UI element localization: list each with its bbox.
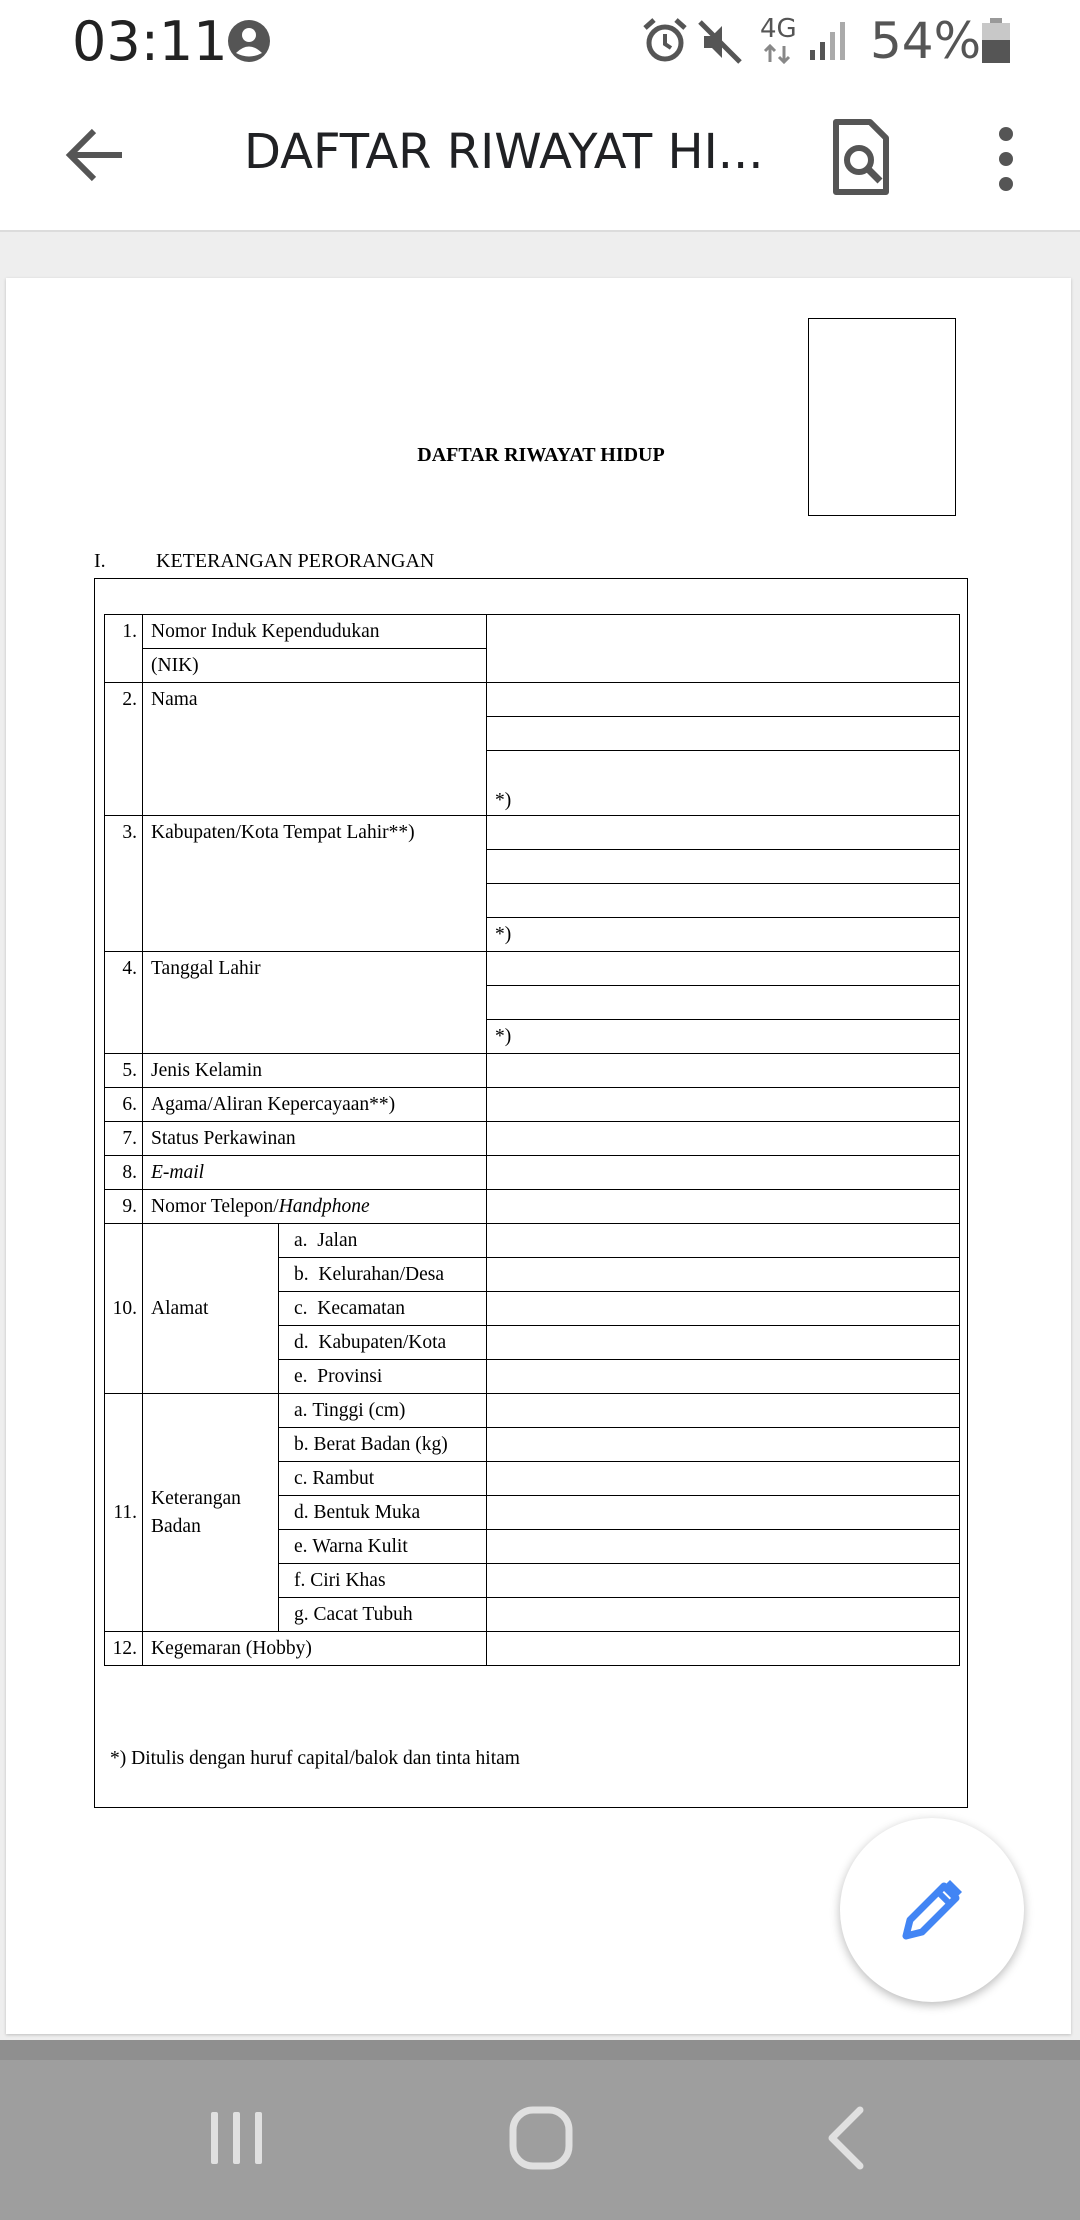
recent-apps-icon <box>202 2100 272 2176</box>
sub-label <box>279 1360 487 1394</box>
answer-cell <box>487 816 960 850</box>
row-number: 4. <box>105 952 143 1054</box>
table-row <box>105 952 960 986</box>
row-number: 12. <box>105 1632 143 1666</box>
row-label: Kabupaten/Kota Tempat Lahir**) <box>143 816 487 952</box>
row-label <box>143 1394 279 1632</box>
answer-cell <box>487 1088 960 1122</box>
row-number: 11. <box>105 1394 143 1632</box>
table-row <box>105 1632 960 1666</box>
back-button[interactable] <box>60 120 130 190</box>
sub-letter: b. <box>294 1434 309 1455</box>
network-type: 4G <box>760 14 797 44</box>
mute-icon <box>696 18 744 66</box>
sub-text: Jalan <box>317 1230 358 1251</box>
table-row <box>105 1394 960 1428</box>
answer-cell <box>487 952 960 986</box>
answer-cell <box>487 1258 960 1292</box>
sub-text: Bentuk Muka <box>313 1502 421 1523</box>
answer-cell <box>487 1428 960 1462</box>
more-vert-icon <box>984 124 1028 194</box>
answer-cell <box>487 1632 960 1666</box>
account-circle-icon <box>226 18 272 64</box>
personal-data-table <box>104 614 960 1666</box>
edit-button[interactable] <box>840 1818 1024 2002</box>
answer-cell <box>487 717 960 751</box>
table-row <box>105 683 960 717</box>
row-label: Kegemaran (Hobby) <box>143 1632 487 1666</box>
sub-letter: d. <box>294 1332 309 1353</box>
sub-text: Kelurahan/Desa <box>318 1264 444 1285</box>
status-time: 03:11 <box>72 10 228 73</box>
sub-letter: f. <box>294 1570 306 1591</box>
app-bar <box>0 84 1080 232</box>
answer-cell: *) <box>487 751 960 816</box>
sub-text: Kabupaten/Kota <box>318 1332 447 1353</box>
arrow-left-icon <box>60 120 130 190</box>
navbar-divider <box>0 2040 1080 2062</box>
answer-cell <box>487 683 960 717</box>
section-number: I. <box>94 550 106 572</box>
sub-label <box>279 1258 487 1292</box>
row-label-italic: Handphone <box>278 1196 370 1217</box>
recent-apps-button[interactable] <box>202 2100 272 2176</box>
answer-cell <box>487 1122 960 1156</box>
answer-cell <box>487 1224 960 1258</box>
sub-label <box>279 1564 487 1598</box>
row-label-cont: (NIK) <box>143 649 487 683</box>
answer-cell <box>487 1496 960 1530</box>
sub-label <box>279 1224 487 1258</box>
sub-text: Cacat Tubuh <box>313 1604 413 1625</box>
sub-letter: g. <box>294 1604 309 1625</box>
answer-cell <box>487 986 960 1020</box>
chevron-left-icon <box>812 2100 882 2176</box>
answer-cell <box>487 1326 960 1360</box>
home-button[interactable] <box>506 2100 576 2176</box>
answer-cell <box>487 1156 960 1190</box>
sub-letter: e. <box>294 1366 308 1387</box>
system-back-button[interactable] <box>812 2100 882 2176</box>
sub-label <box>279 1292 487 1326</box>
row-number: 2. <box>105 683 143 816</box>
row-number: 7. <box>105 1122 143 1156</box>
sub-text: Ciri Khas <box>310 1570 386 1591</box>
find-in-document-icon <box>826 118 896 198</box>
battery-percent: 54% <box>870 12 982 70</box>
document-title: DAFTAR RIWAYAT HI... <box>244 124 764 180</box>
answer-cell <box>487 1190 960 1224</box>
answer-cell <box>487 1530 960 1564</box>
sub-label <box>279 1496 487 1530</box>
row-label-line: Badan <box>151 1515 201 1537</box>
answer-cell <box>487 1564 960 1598</box>
table-row <box>105 1190 960 1224</box>
data-arrows-icon <box>762 44 792 64</box>
signal-icon <box>808 18 852 62</box>
sub-label <box>279 1530 487 1564</box>
sub-letter: b. <box>294 1264 309 1285</box>
row-label: Alamat <box>143 1224 279 1394</box>
sub-letter: c. <box>294 1298 308 1319</box>
row-number: 10. <box>105 1224 143 1394</box>
table-row <box>105 816 960 850</box>
footnote: *) Ditulis dengan huruf capital/balok dan tinta hitam <box>110 1748 520 1769</box>
sub-text: Rambut <box>312 1468 375 1489</box>
row-number: 1. <box>105 615 143 683</box>
answer-cell <box>487 1462 960 1496</box>
sub-label <box>279 1394 487 1428</box>
alarm-icon <box>640 16 690 66</box>
answer-cell <box>487 1360 960 1394</box>
sub-letter: d. <box>294 1502 309 1523</box>
row-label: Nama <box>143 683 487 816</box>
sub-text: Provinsi <box>317 1366 383 1387</box>
row-label: E-mail <box>143 1156 487 1190</box>
sub-letter: e. <box>294 1536 308 1557</box>
row-label: Status Perkawinan <box>143 1122 487 1156</box>
row-number: 8. <box>105 1156 143 1190</box>
sub-letter: c. <box>294 1468 308 1489</box>
table-row <box>105 1224 960 1258</box>
row-number: 3. <box>105 816 143 952</box>
answer-cell <box>487 850 960 884</box>
sub-label <box>279 1428 487 1462</box>
find-in-document-button[interactable] <box>826 118 896 198</box>
status-bar <box>0 0 1080 84</box>
sub-letter: a. <box>294 1230 308 1251</box>
form-title: DAFTAR RIWAYAT HIDUP <box>417 444 665 466</box>
answer-cell <box>487 1394 960 1428</box>
row-label <box>143 1190 487 1224</box>
answer-cell: *) <box>487 1020 960 1054</box>
navigation-bar <box>0 2060 1080 2220</box>
sub-label <box>279 1326 487 1360</box>
table-row <box>105 1054 960 1088</box>
answer-cell <box>487 1054 960 1088</box>
battery-icon <box>980 18 1012 64</box>
row-label: Agama/Aliran Kepercayaan**) <box>143 1088 487 1122</box>
answer-cell <box>487 884 960 918</box>
row-label: Nomor Induk Kependudukan <box>143 615 487 649</box>
table-row <box>105 1088 960 1122</box>
row-label: Tanggal Lahir <box>143 952 487 1054</box>
sub-label <box>279 1462 487 1496</box>
table-row <box>105 1122 960 1156</box>
home-icon <box>506 2100 576 2176</box>
row-number: 6. <box>105 1088 143 1122</box>
sub-text: Berat Badan (kg) <box>313 1434 448 1455</box>
photo-box <box>808 318 956 516</box>
row-number: 9. <box>105 1190 143 1224</box>
row-label-text: Nomor Telepon/ <box>151 1196 279 1217</box>
sub-text: Kecamatan <box>317 1298 405 1319</box>
pencil-icon <box>892 1870 972 1950</box>
sub-letter: a. <box>294 1400 308 1421</box>
row-number: 5. <box>105 1054 143 1088</box>
more-options-button[interactable] <box>984 124 1028 194</box>
row-label: Jenis Kelamin <box>143 1054 487 1088</box>
answer-cell <box>487 615 960 683</box>
sub-text: Warna Kulit <box>312 1536 408 1557</box>
answer-cell <box>487 1292 960 1326</box>
sub-text: Tinggi (cm) <box>312 1400 406 1421</box>
sub-label <box>279 1598 487 1632</box>
document-page[interactable] <box>6 278 1071 2034</box>
row-label-line: Keterangan <box>151 1487 241 1509</box>
answer-cell: *) <box>487 918 960 952</box>
table-row <box>105 615 960 649</box>
section-title: KETERANGAN PERORANGAN <box>156 550 435 572</box>
answer-cell <box>487 1598 960 1632</box>
table-row <box>105 1156 960 1190</box>
